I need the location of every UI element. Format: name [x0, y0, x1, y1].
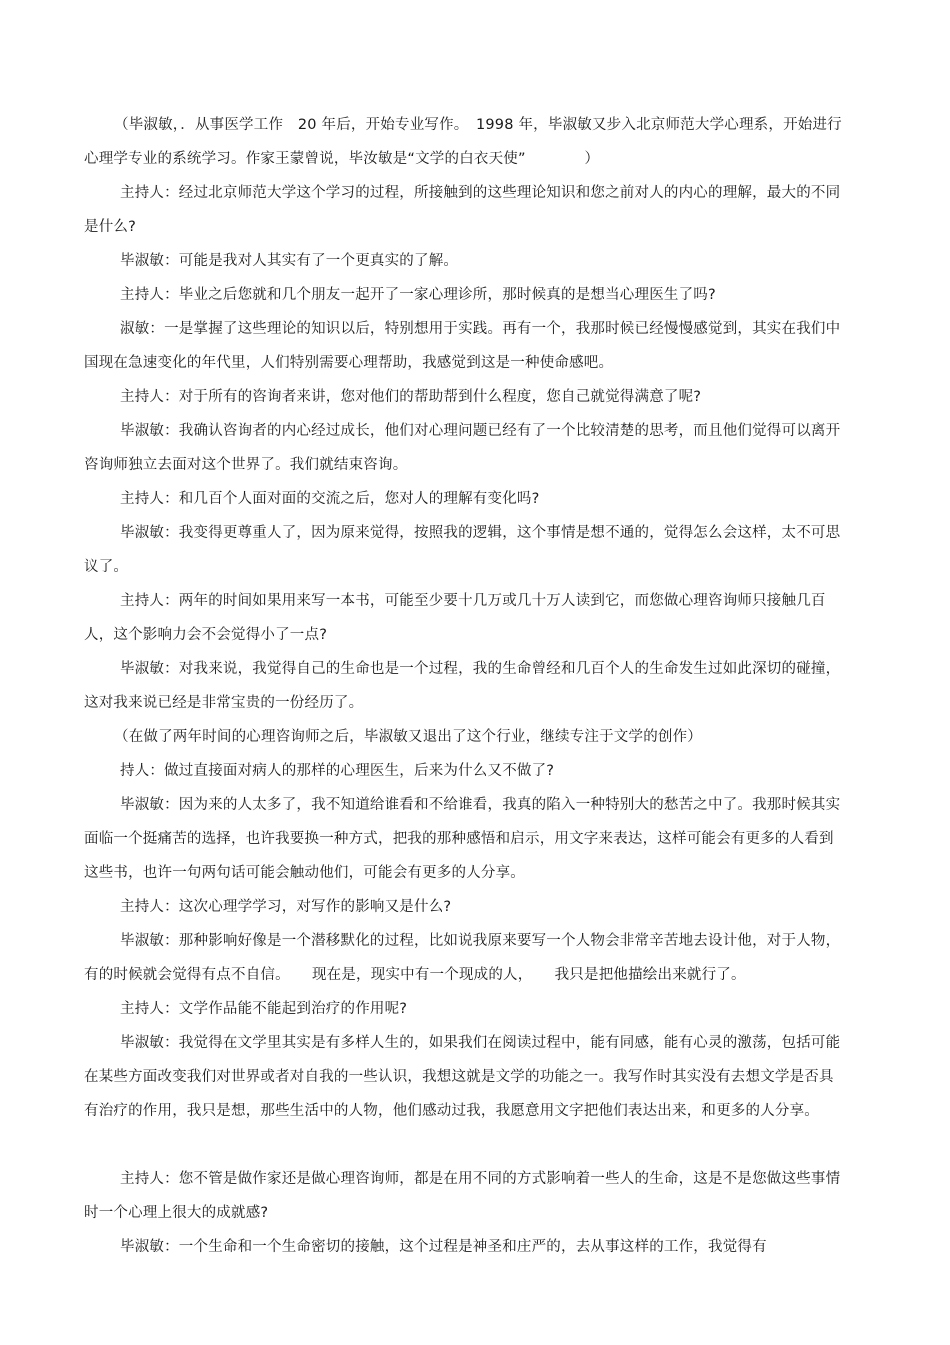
paragraph-question: 主持人：毕业之后您就和几个朋友一起开了一家心理诊所，那时候真的是想当心理医生了吗? — [120, 287, 716, 303]
paragraph-answer: 毕淑敏：可能是我对人其实有了一个更真实的了解。 — [120, 253, 459, 269]
paragraph-answer: 毕淑敏：那种影响好像是一个潜移默化的过程，比如说我原来要写一个人物会非常辛苦地去设计他，对于人物， 有的时候就会觉得有点不自信。 现在是，现实中有一个现成的人， 我只是把他描绘出来就行了。 — [84, 933, 848, 983]
paragraph-answer: 毕淑敏：我变得更尊重人了，因为原来觉得，按照我的逻辑，这个事情是想不通的，觉得怎么会这样，太不可思议了。 — [84, 525, 841, 575]
paragraph-answer: 毕淑敏：一个生命和一个生命密切的接触，这个过程是神圣和庄严的，去从事这样的工作，我觉得有 — [120, 1239, 767, 1255]
paragraph-question: 主持人：文学作品能不能起到治疗的作用呢? — [120, 1001, 408, 1017]
paragraph-answer: 淑敏：一是掌握了这些理论的知识以后，特别想用于实践。再有一个，我那时候已经慢慢感觉到，其实在我们中国现在急速变化的年代里，人们特别需要心理帮助，我感觉到这是一种使命感吧。 — [84, 321, 841, 371]
paragraph-question: 主持人：经过北京师范大学这个学习的过程，所接触到的这些理论知识和您之前对人的内心的理解，最大的不同是什么? — [84, 185, 841, 235]
paragraph-narration: （在做了两年时间的心理咨询师之后，毕淑敏又退出了这个行业，继续专注于文学的创作） — [114, 729, 702, 745]
paragraph-question: 主持人：对于所有的咨询者来讲，您对他们的帮助帮到什么程度，您自己就觉得满意了呢? — [120, 389, 702, 405]
paragraph-question: 主持人：这次心理学学习，对写作的影响又是什么? — [120, 899, 452, 915]
paragraph-question: 持人：做过直接面对病人的那样的心理医生，后来为什么又不做了? — [120, 763, 555, 779]
paragraph-answer: 毕淑敏：我确认咨询者的内心经过成长，他们对心理问题已经有了一个比较清楚的思考，而且他们觉得可以离开咨询师独立去面对这个世界了。我们就结束咨询。 — [84, 423, 841, 473]
paragraph-intro: （毕淑敏，．从事医学工作 20 年后，开始专业写作。 1998 年，毕淑敏又步入北京师范大学心理系，开始进行心理学专业的系统学习。作家王蒙曾说，毕汝敏是“文学的白衣天使” ） — [84, 117, 842, 167]
paragraph-question: 主持人：两年的时间如果用来写一本书，可能至少要十几万或几十万人读到它，而您做心理咨询师只接触几百人，这个影响力会不会觉得小了一点? — [84, 593, 826, 643]
paragraph-question: 主持人：和几百个人面对面的交流之后，您对人的理解有变化吗? — [120, 491, 540, 507]
paragraph-answer: 毕淑敏：因为来的人太多了，我不知道给谁看和不给谁看，我真的陷入一种特别大的愁苦之中了。我那时候其实面临一个挺痛苦的选择，也许我要换一种方式，把我的那种感悟和启示，用文字来表达，这样可能会有更多的人看到这些书，也许一句两句话可能会触动他们，可能会有更多的人分享。 — [84, 797, 841, 881]
paragraph-answer: 毕淑敏：我觉得在文学里其实是有多样人生的，如果我们在阅读过程中，能有同感，能有心灵的激荡，包括可能在某些方面改变我们对世界或者对自我的一些认识，我想这就是文学的功能之一。我写作时其实没有去想文学是否具有治疗的作用，我只是想，那些生活中的人物，他们感动过我，我愿意用文字把他们表达出来，和更多的人分享。 — [84, 1035, 841, 1119]
paragraph-question: 主持人：您不管是做作家还是做心理咨询师，都是在用不同的方式影响着一些人的生命，这是不是您做这些事情时一个心理上很大的成就感? — [84, 1171, 841, 1221]
paragraph-answer: 毕淑敏：对我来说，我觉得自己的生命也是一个过程，我的生命曾经和几百个人的生命发生过如此深切的碰撞，这对我来说已经是非常宝贵的一份经历了。 — [84, 661, 841, 711]
